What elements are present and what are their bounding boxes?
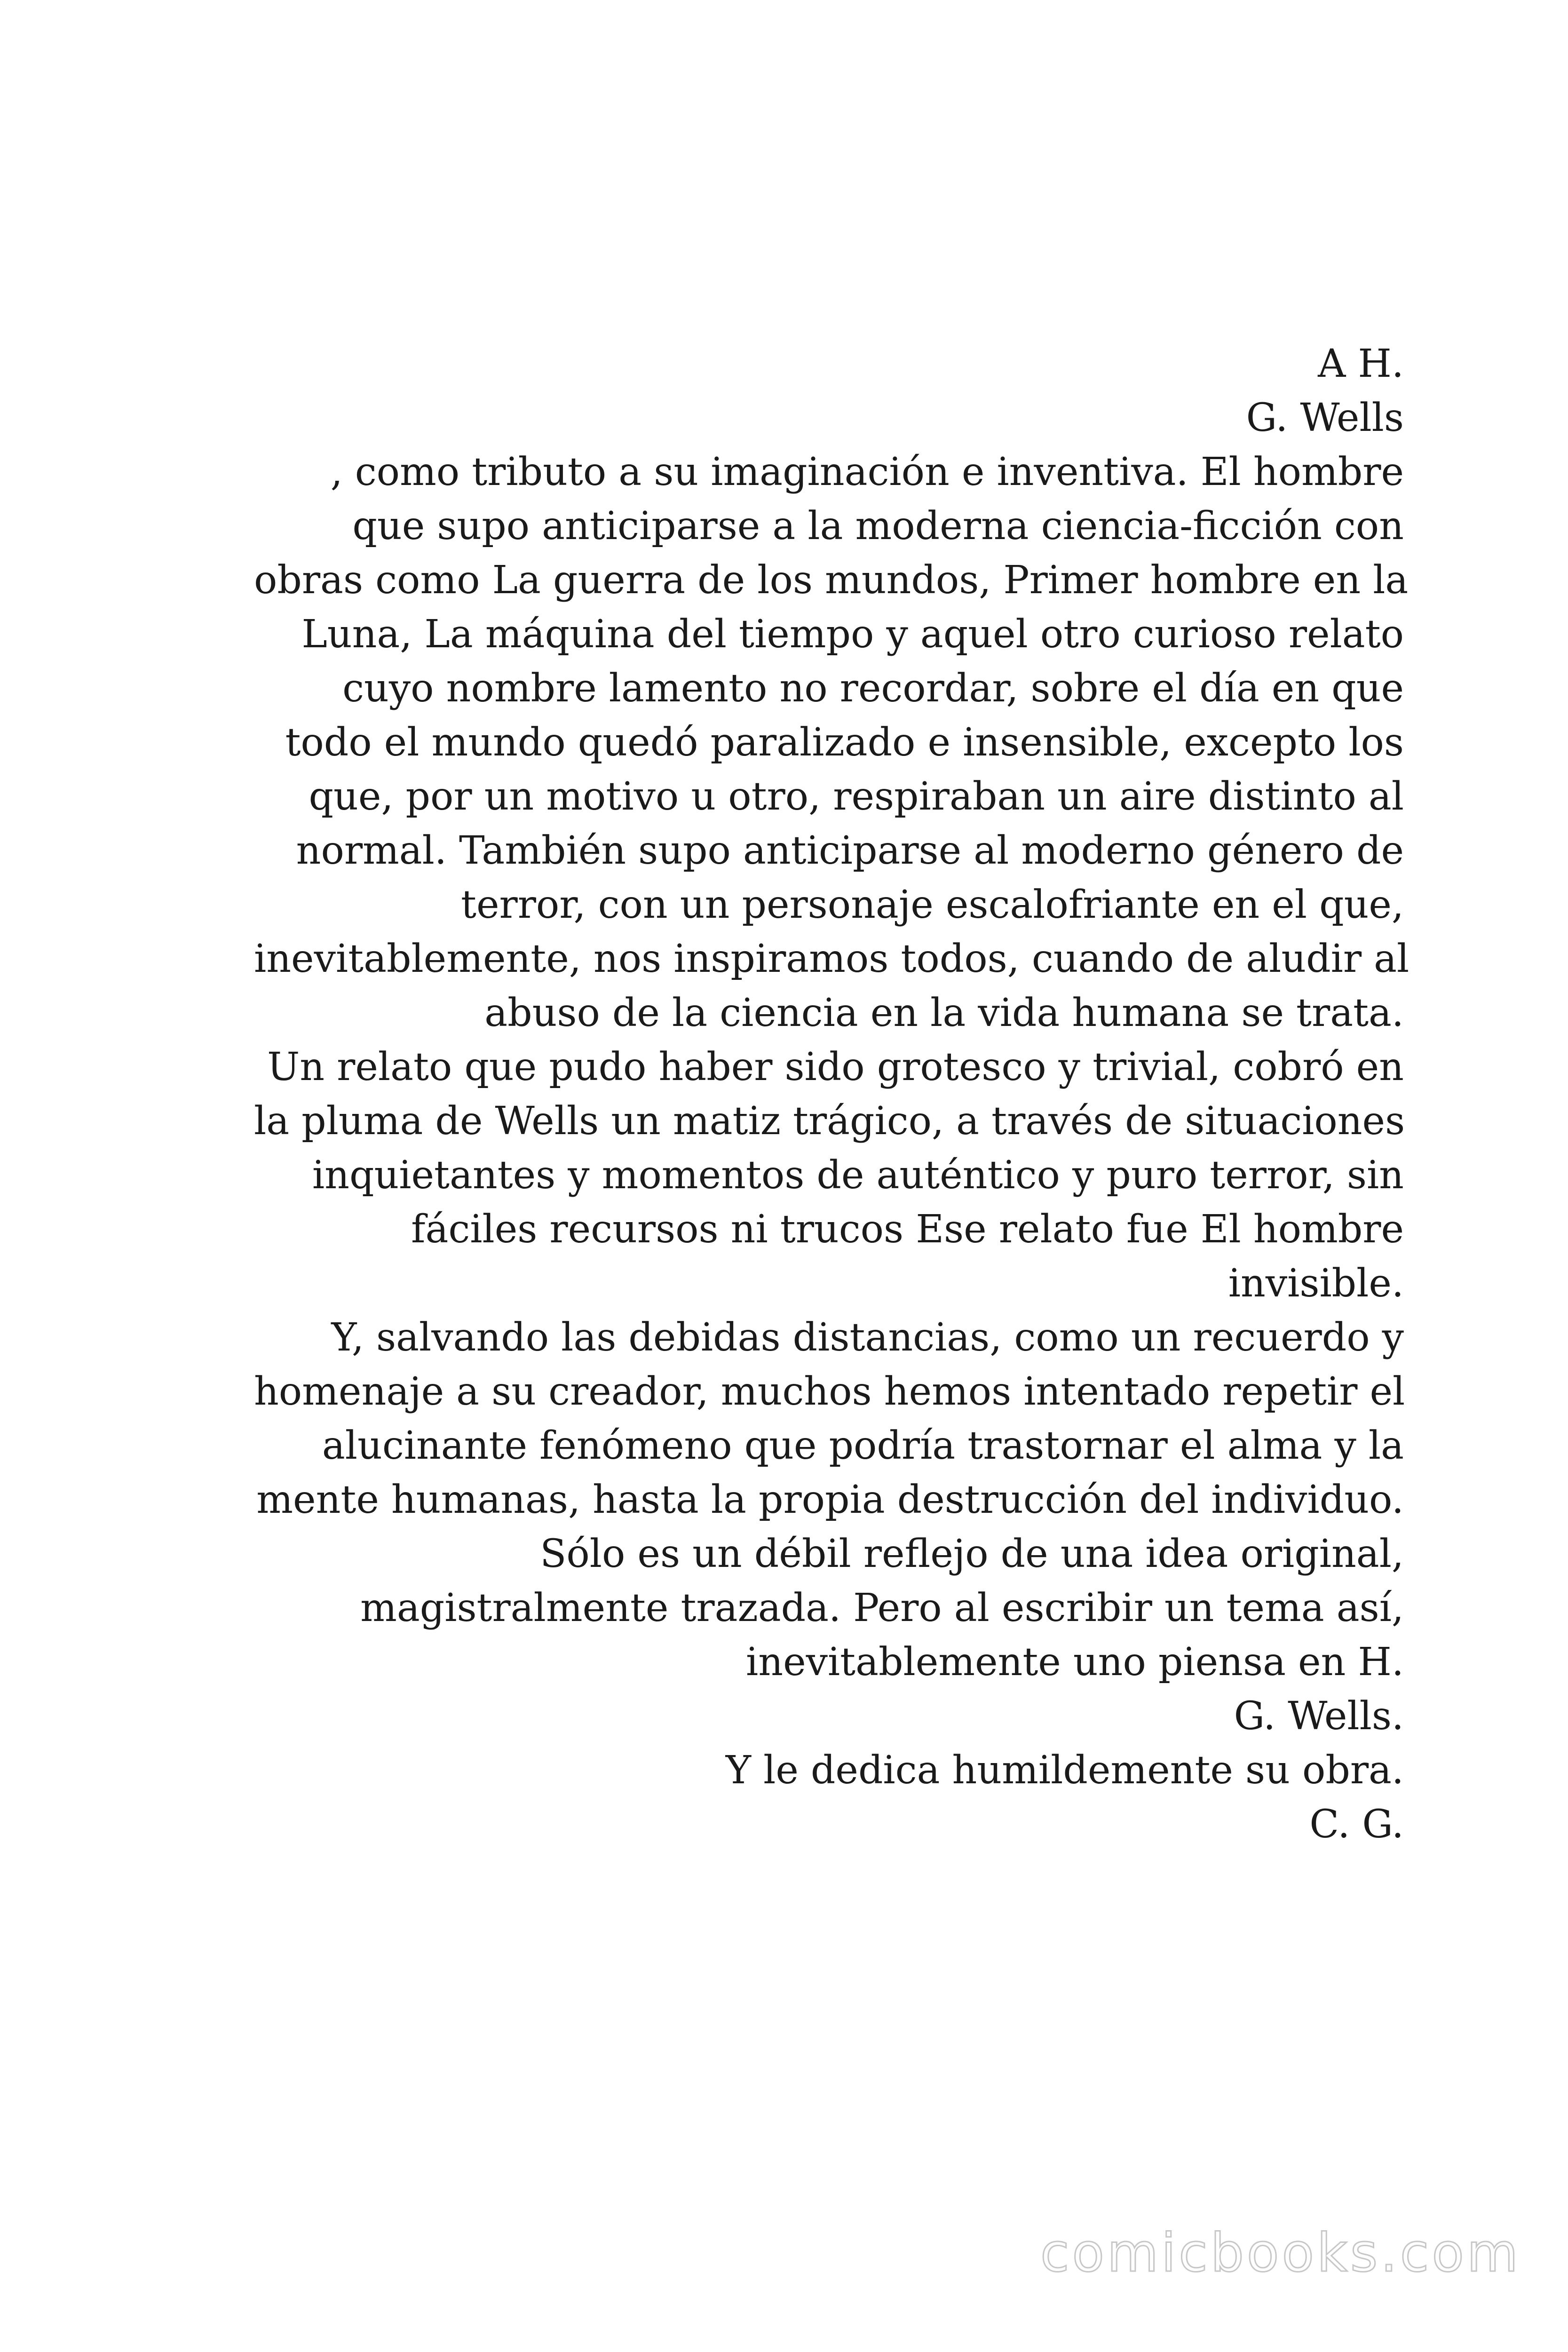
text-line: G. Wells	[1246, 396, 1404, 440]
text-line: que supo anticiparse a la moderna ciencia-ficción con	[352, 504, 1404, 548]
text-line: inquietantes y momentos de auténtico y puro terror, sin	[312, 1153, 1404, 1198]
text-line: inevitablemente, nos inspiramos todos, cuando de aludir al	[254, 937, 1410, 981]
text-line: cuyo nombre lamento no recordar, sobre el día en que	[342, 666, 1404, 711]
text-line: invisible.	[1228, 1261, 1404, 1306]
watermark: comicbooks.com	[1040, 2223, 1521, 2284]
text-line: Luna, La máquina del tiempo y aquel otro curioso relato	[301, 612, 1404, 657]
text-line: , como tributo a su imaginación e inventiva. El hombre	[330, 450, 1404, 494]
text-line: Y le dedica humildemente su obra.	[725, 1748, 1404, 1793]
text-line: fáciles recursos ni trucos Ese relato fue El hombre	[411, 1207, 1404, 1252]
text-line: la pluma de Wells un matiz trágico, a través de situaciones	[254, 1099, 1405, 1144]
text-line: inevitablemente uno piensa en H.	[746, 1640, 1404, 1685]
text-line: abuso de la ciencia en la vida humana se trata.	[484, 991, 1404, 1035]
signature-initials: C. G.	[1309, 1802, 1404, 1847]
text-line: G. Wells.	[1234, 1694, 1404, 1739]
text-line: alucinante fenómeno que podría trastornar el alma y la	[322, 1423, 1404, 1468]
text-line: normal. También supo anticiparse al moderno género de	[296, 828, 1404, 873]
text-line: mente humanas, hasta la propia destrucción del individuo.	[256, 1478, 1404, 1522]
text-line: Y, salvando las debidas distancias, como un recuerdo y	[331, 1315, 1404, 1360]
text-line: todo el mundo quedó paralizado e insensible, excepto los	[285, 720, 1404, 765]
text-line: magistralmente trazada. Pero al escribir un tema así,	[360, 1586, 1404, 1630]
text-line: obras como La guerra de los mundos, Primer hombre en la	[254, 558, 1409, 603]
text-line: terror, con un personaje escalofriante en el que,	[461, 882, 1404, 927]
text-line: que, por un motivo u otro, respiraban un aire distinto al	[309, 774, 1404, 819]
dedication-text	[254, 337, 1410, 1851]
text-line: Sólo es un débil reflejo de una idea original,	[540, 1532, 1404, 1576]
text-line: homenaje a su creador, muchos hemos intentado repetir el	[254, 1369, 1405, 1414]
text-line: A H.	[1318, 342, 1404, 386]
text-line: Un relato que pudo haber sido grotesco y trivial, cobró en	[267, 1045, 1404, 1089]
